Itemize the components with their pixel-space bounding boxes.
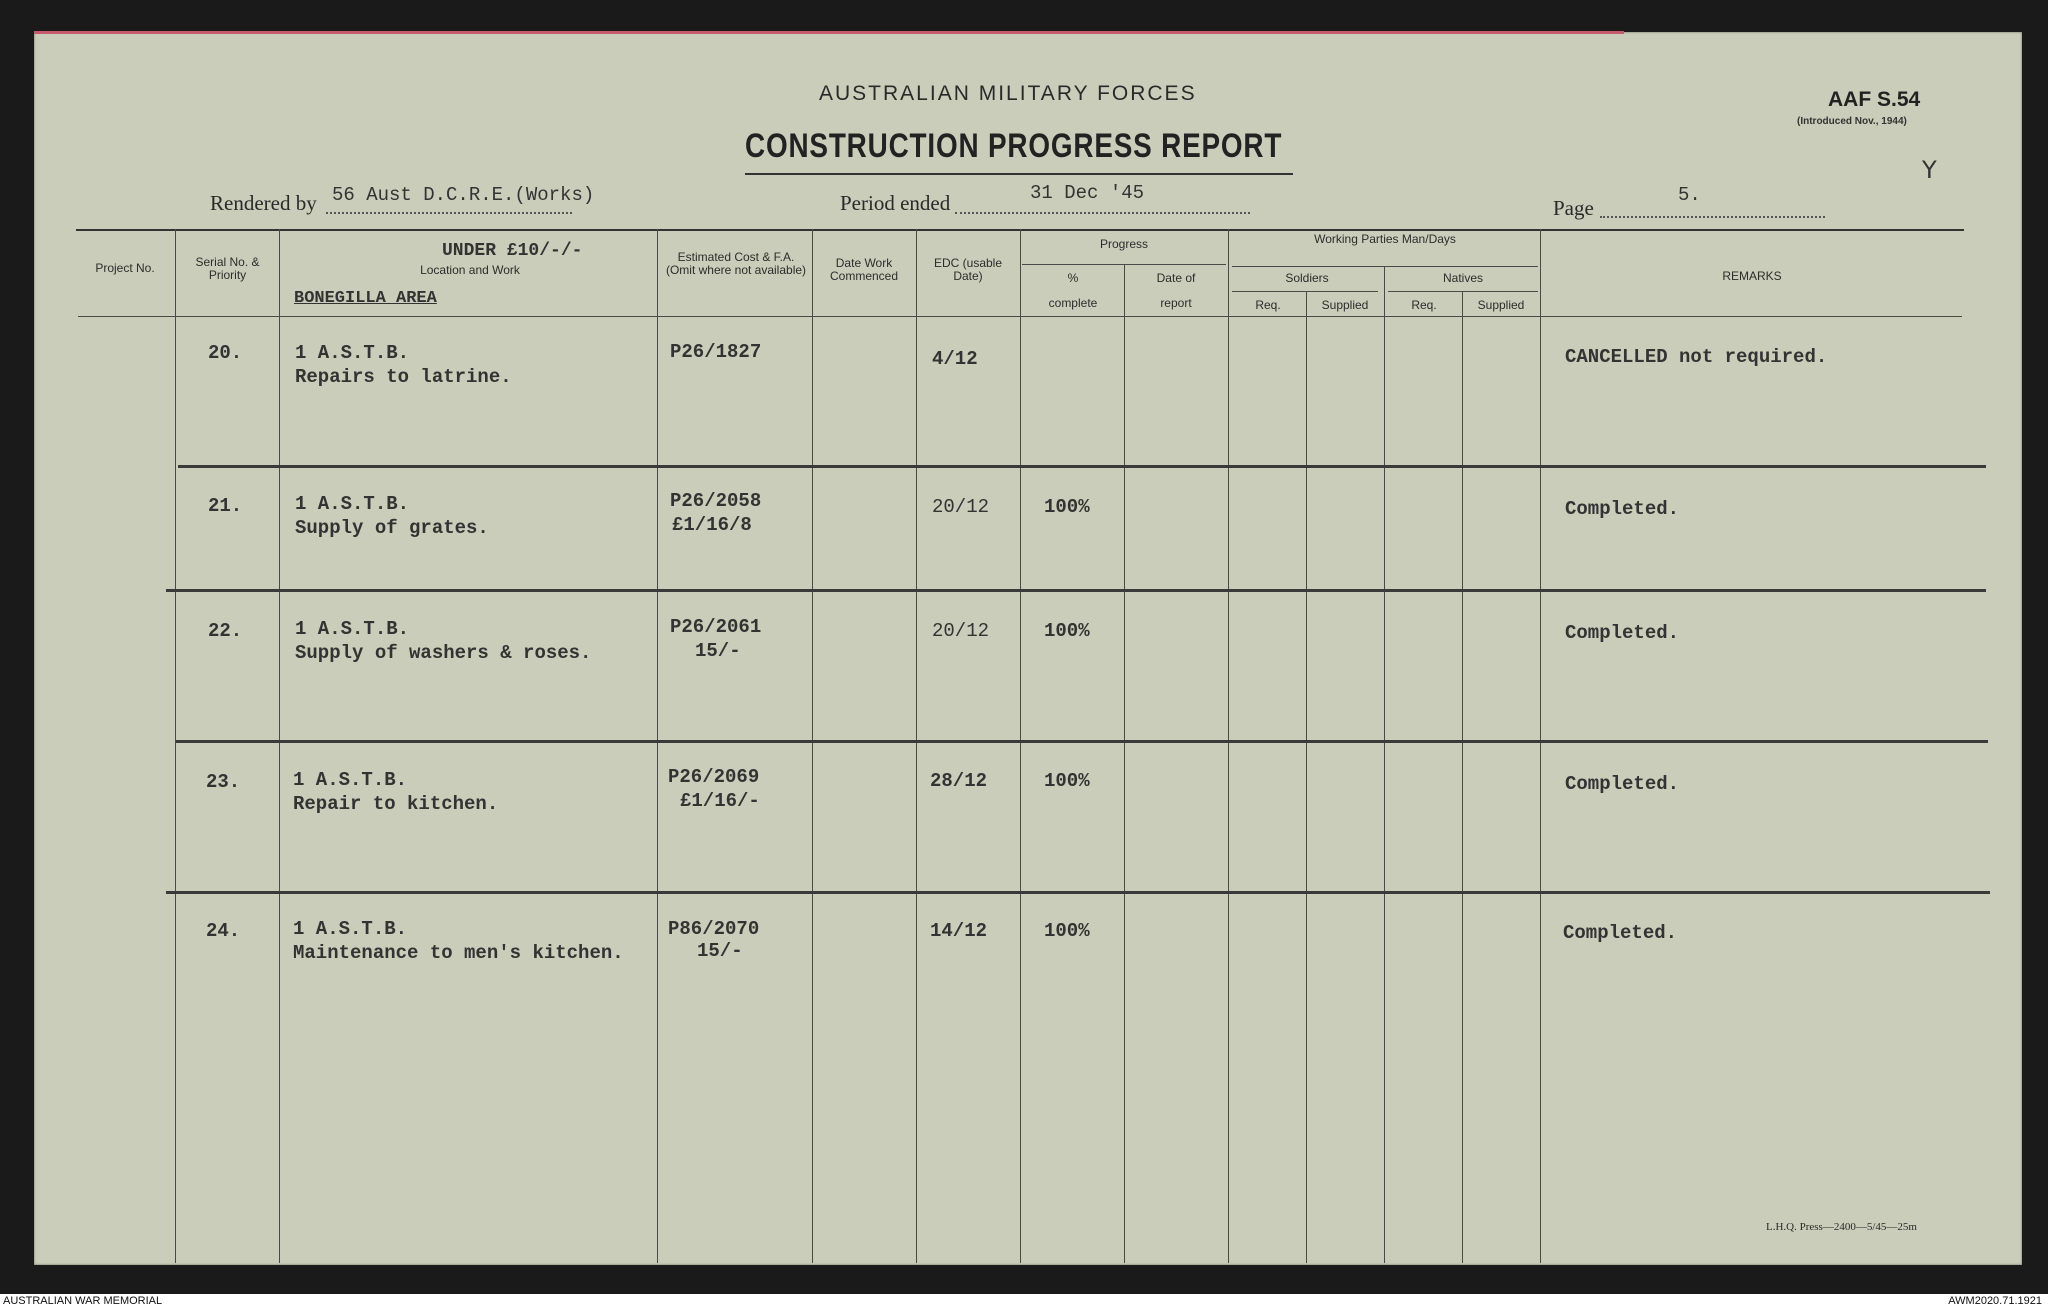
serial-cell: 24.	[206, 920, 241, 942]
col-line	[175, 229, 176, 1263]
cost-amount-cell: £1/16/8	[672, 514, 752, 536]
natives-subrule	[1388, 291, 1538, 292]
edc-cell: 20/12	[932, 496, 990, 518]
col-location: Location and Work	[420, 263, 520, 277]
col-pct-top: %	[1067, 271, 1079, 285]
unit-cell: 1 A.S.T.B.	[295, 493, 410, 515]
col-soldiers-supplied: Supplied	[1321, 298, 1369, 312]
rendered-by-label: Rendered by	[210, 191, 317, 215]
printer-note: L.H.Q. Press—2400—5/45—25m	[1766, 1221, 1917, 1233]
col-project-no: Project No.	[95, 261, 155, 275]
row-separator	[166, 891, 1990, 894]
form-code: AAF S.54	[1828, 88, 1921, 111]
col-line	[1228, 229, 1229, 1263]
col-natives-req: Req.	[1411, 298, 1437, 312]
period-label: Period ended	[840, 191, 951, 215]
col-soldiers-req: Req.	[1255, 298, 1281, 312]
col-progress: Progress	[1099, 237, 1149, 251]
col-serial: Serial No. & Priority	[195, 255, 260, 282]
serial-cell: 20.	[208, 342, 243, 364]
col-line	[1384, 266, 1385, 1263]
unit-cell: 1 A.S.T.B.	[295, 342, 410, 364]
col-date-of-bottom: report	[1160, 296, 1192, 310]
col-estimated: Estimated Cost & F.A. (Omit where not available)	[665, 250, 807, 277]
period-value: 31 Dec '45	[1030, 182, 1145, 204]
col-line	[916, 229, 917, 1263]
work-cell: Repairs to latrine.	[295, 366, 512, 388]
serial-cell: 22.	[208, 620, 243, 642]
form-intro: (Introduced Nov., 1944)	[1797, 116, 1907, 127]
cost-cell: P26/2058	[670, 490, 762, 512]
edc-cell: 20/12	[932, 620, 990, 642]
col-line	[1020, 229, 1021, 1263]
archive-footer	[0, 1294, 2048, 1309]
col-working-parties: Working Parties Man/Days	[1314, 232, 1456, 246]
serial-cell: 23.	[206, 771, 241, 793]
pct-cell: 100%	[1044, 496, 1090, 518]
col-remarks: REMARKS	[1722, 269, 1782, 283]
edc-cell: 28/12	[930, 770, 988, 792]
col-natives-supplied: Supplied	[1477, 298, 1525, 312]
serial-cell: 21.	[208, 495, 243, 517]
org-name: AUSTRALIAN MILITARY FORCES	[819, 82, 1197, 105]
form-title: CONSTRUCTION PROGRESS REPORT	[745, 127, 1283, 165]
rendered-by-value: 56 Aust D.C.R.E.(Works)	[332, 184, 595, 206]
col-date-work: Date Work Commenced	[829, 256, 899, 283]
col-line	[279, 229, 280, 1263]
work-cell: Maintenance to men's kitchen.	[293, 942, 624, 964]
col-line	[1540, 229, 1541, 1263]
work-cell: Repair to kitchen.	[293, 793, 499, 815]
remarks-cell: Completed.	[1565, 622, 1680, 644]
row-separator	[178, 465, 1986, 468]
title-underline	[745, 173, 1293, 175]
unit-cell: 1 A.S.T.B.	[295, 618, 410, 640]
page-value: 5.	[1678, 184, 1701, 206]
pct-cell: 100%	[1044, 620, 1090, 642]
location-value-heading: UNDER £10/-/-	[442, 241, 583, 261]
unit-cell: 1 A.S.T.B.	[293, 769, 408, 791]
col-edc: EDC (usable Date)	[933, 256, 1003, 283]
remarks-cell: CANCELLED not required.	[1565, 346, 1828, 368]
col-line	[812, 229, 813, 1263]
pct-cell: 100%	[1044, 920, 1090, 942]
cost-cell: P26/2061	[670, 616, 762, 638]
work-cell: Supply of grates.	[295, 517, 489, 539]
soldiers-subrule	[1232, 291, 1378, 292]
corner-mark: Y	[1922, 156, 1937, 184]
edc-cell: 4/12	[932, 348, 978, 370]
pct-cell: 100%	[1044, 770, 1090, 792]
remarks-cell: Completed.	[1565, 773, 1680, 795]
cost-cell: P26/1827	[670, 341, 762, 363]
col-pct-bottom: complete	[1048, 296, 1098, 310]
remarks-cell: Completed.	[1563, 922, 1678, 944]
unit-cell: 1 A.S.T.B.	[293, 918, 408, 940]
cost-amount-cell: £1/16/-	[680, 790, 760, 812]
cost-amount-cell: 15/-	[697, 940, 743, 962]
cost-cell: P86/2070	[668, 918, 760, 940]
col-line	[1462, 291, 1463, 1263]
paper-edge	[34, 31, 1624, 34]
remarks-cell: Completed.	[1565, 498, 1680, 520]
row-separator	[166, 589, 1986, 592]
working-subrule	[1232, 266, 1538, 267]
row-separator	[176, 740, 1988, 743]
col-line	[1124, 264, 1125, 1263]
footer-right: AWM2020.71.1921	[1948, 1295, 2042, 1307]
col-line	[1306, 291, 1307, 1263]
col-date-of-top: Date of	[1156, 271, 1196, 285]
col-line	[657, 229, 658, 1263]
cost-amount-cell: 15/-	[695, 640, 741, 662]
col-soldiers: Soldiers	[1285, 271, 1329, 285]
col-natives: Natives	[1442, 271, 1483, 285]
edc-cell: 14/12	[930, 920, 988, 942]
page-label: Page	[1553, 196, 1594, 220]
footer-left: AUSTRALIAN WAR MEMORIAL	[3, 1295, 163, 1307]
work-cell: Supply of washers & roses.	[295, 642, 592, 664]
area-heading: BONEGILLA AREA	[294, 289, 437, 308]
cost-cell: P26/2069	[668, 766, 760, 788]
page-line	[1600, 196, 1825, 218]
